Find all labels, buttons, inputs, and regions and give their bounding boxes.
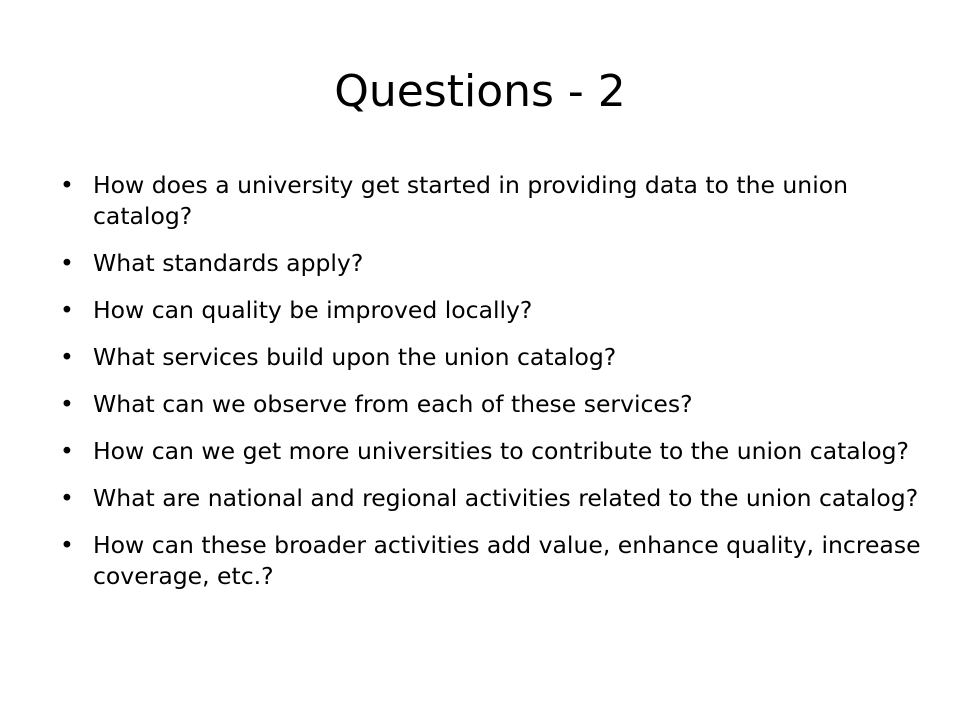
- bullet-dot-icon: •: [60, 437, 74, 465]
- bullet-item: [56, 483, 941, 514]
- bullet-item: [56, 295, 941, 326]
- bullet-text: How can these broader activities add value, enhance quality, increase coverage, etc.?: [93, 531, 921, 590]
- bullet-item: [56, 248, 941, 279]
- bullet-item: [56, 170, 941, 232]
- bullet-dot-icon: •: [60, 171, 74, 199]
- bullet-text: What standards apply?: [93, 249, 364, 277]
- bullet-dot-icon: •: [60, 531, 74, 559]
- bullet-text: How can we get more universities to contribute to the union catalog?: [93, 437, 910, 465]
- bullet-text: What are national and regional activities related to the union catalog?: [93, 484, 919, 512]
- bullet-item: [56, 389, 941, 420]
- bullet-text: What services build upon the union catalog?: [93, 343, 617, 371]
- bullet-dot-icon: •: [60, 343, 74, 371]
- bullet-dot-icon: •: [60, 390, 74, 418]
- bullet-text: How can quality be improved locally?: [93, 296, 533, 324]
- bullet-dot-icon: •: [60, 296, 74, 324]
- bullet-dot-icon: •: [60, 484, 74, 512]
- slide-title: Questions - 2: [334, 66, 626, 117]
- bullet-text: What can we observe from each of these services?: [93, 390, 693, 418]
- bullet-list: [56, 170, 941, 608]
- bullet-item: [56, 436, 941, 467]
- bullet-item: [56, 342, 941, 373]
- bullet-dot-icon: •: [60, 249, 74, 277]
- bullet-item: [56, 530, 941, 592]
- bullet-text: How does a university get started in providing data to the union catalog?: [93, 171, 849, 230]
